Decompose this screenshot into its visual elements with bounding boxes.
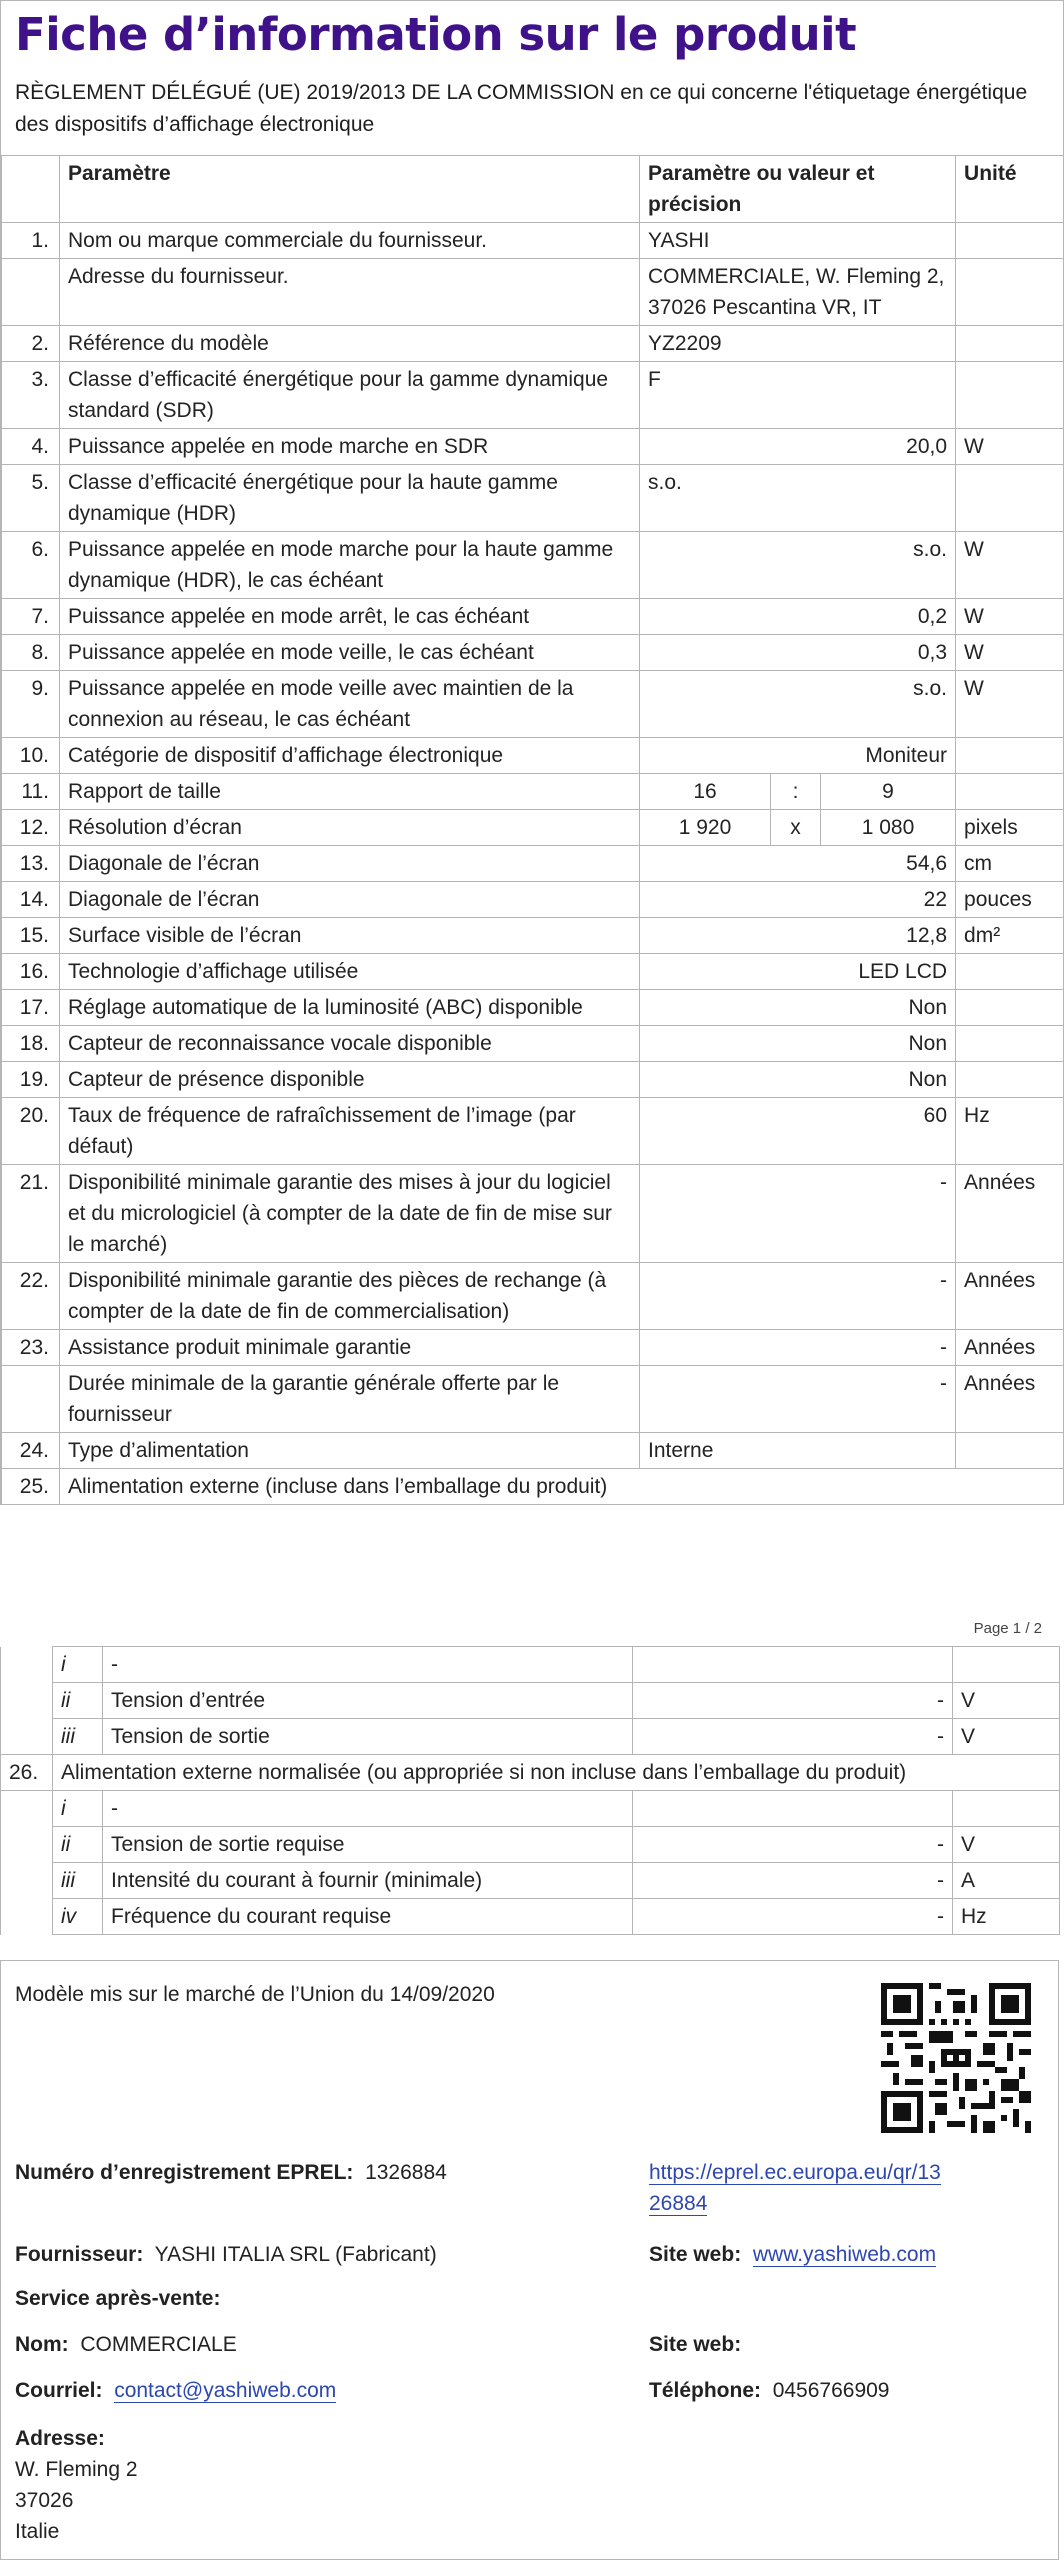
supplier-value: YASHI ITALIA SRL (Fabricant)	[154, 2243, 437, 2266]
phone-label: Téléphone:	[649, 2379, 762, 2402]
row-number	[2, 259, 60, 326]
row-parameter: Taux de fréquence de rafraîchissement de l’image (par défaut)	[60, 1098, 640, 1165]
address-line-3: Italie	[15, 2520, 60, 2543]
market-date: Modèle mis sur le marché de l’Union du 14/09/2020	[15, 1983, 495, 2006]
row-unit: V	[953, 1827, 1060, 1863]
row-unit	[956, 1433, 1064, 1469]
table-row	[2, 882, 1064, 918]
table-row	[2, 1433, 1064, 1469]
table-row	[2, 362, 1064, 429]
row-value: LED LCD	[640, 954, 956, 990]
row-unit: Hz	[956, 1098, 1064, 1165]
row-parameter: Surface visible de l’écran	[60, 918, 640, 954]
row-parameter: Type d’alimentation	[60, 1433, 640, 1469]
table-row	[2, 429, 1064, 465]
resolution-second: 1 080	[821, 810, 956, 846]
mail-row	[15, 2375, 336, 2406]
row-value: 60	[640, 1098, 956, 1165]
row-parameter: Nom ou marque commerciale du fournisseur.	[60, 223, 640, 259]
row-parameter: Tension d’entrée	[103, 1683, 633, 1719]
row-parameter: Capteur de reconnaissance vocale disponible	[60, 1026, 640, 1062]
row-parameter: Puissance appelée en mode marche en SDR	[60, 429, 640, 465]
row-value: YASHI	[640, 223, 956, 259]
indent-cell	[1, 1683, 53, 1719]
row-number: 12.	[2, 810, 60, 846]
address-line-2: 37026	[15, 2489, 74, 2512]
row-unit	[956, 954, 1064, 990]
table-row	[2, 465, 1064, 532]
row-value: Non	[640, 1062, 956, 1098]
site2-label: Site web:	[649, 2333, 742, 2356]
row-parameter: Adresse du fournisseur.	[60, 259, 640, 326]
table-header	[2, 156, 1064, 223]
resolution-first: 1 920	[640, 810, 771, 846]
row-value: s.o.	[640, 465, 956, 532]
row-unit	[956, 465, 1064, 532]
row-parameter: Fréquence du courant requise	[103, 1899, 633, 1935]
indent-cell	[1, 1863, 53, 1899]
table-row	[2, 810, 1064, 846]
row-parameter: Alimentation externe normalisée (ou appropriée si non incluse dans l’emballage du produit)	[53, 1755, 1060, 1791]
phone-value: 0456766909	[772, 2379, 890, 2402]
row-parameter: Rapport de taille	[60, 774, 640, 810]
row-parameter: Diagonale de l’écran	[60, 882, 640, 918]
roman-index: iv	[53, 1899, 103, 1935]
roman-index: iii	[53, 1863, 103, 1899]
row-value: COMMERCIALE, W. Fleming 2, 37026 Pescantina VR, IT	[640, 259, 956, 326]
row-unit: W	[956, 635, 1064, 671]
row-unit: A	[953, 1863, 1060, 1899]
address-line-1: W. Fleming 2	[15, 2458, 138, 2481]
row-number: 1.	[2, 223, 60, 259]
row-number	[2, 1366, 60, 1433]
row-unit	[953, 1791, 1060, 1827]
eprel-label: Numéro d’enregistrement EPREL:	[15, 2161, 354, 2184]
mail-link[interactable]: contact@yashiweb.com	[114, 2379, 337, 2402]
indent-cell	[1, 1791, 53, 1827]
row-parameter: Classe d’efficacité énergétique pour la gamme dynamique standard (SDR)	[60, 362, 640, 429]
indent-cell	[1, 1827, 53, 1863]
row-number: 17.	[2, 990, 60, 1026]
table-row	[2, 738, 1064, 774]
row-parameter: Disponibilité minimale garantie des pièces de rechange (à compter de la date de fin de commercialisation)	[60, 1263, 640, 1330]
row-number: 9.	[2, 671, 60, 738]
row-unit	[956, 326, 1064, 362]
table-row	[2, 1098, 1064, 1165]
table-row	[2, 846, 1064, 882]
page-title: Fiche d’information sur le produit	[15, 8, 857, 61]
row-number: 24.	[2, 1433, 60, 1469]
table-row	[1, 1863, 1060, 1899]
row-value: s.o.	[640, 671, 956, 738]
product-table	[1, 155, 1064, 1505]
row-unit: Années	[956, 1165, 1064, 1263]
row-number: 23.	[2, 1330, 60, 1366]
ratio-separator: :	[771, 774, 821, 810]
row-parameter: Tension de sortie requise	[103, 1827, 633, 1863]
row-value: -	[640, 1330, 956, 1366]
row-unit	[956, 1026, 1064, 1062]
row-parameter: Classe d’efficacité énergétique pour la haute gamme dynamique (HDR)	[60, 465, 640, 532]
row-number: 11.	[2, 774, 60, 810]
row-unit: W	[956, 599, 1064, 635]
name-value: COMMERCIALE	[80, 2333, 237, 2356]
table-row	[2, 1062, 1064, 1098]
row-number: 7.	[2, 599, 60, 635]
table-row	[1, 1719, 1060, 1755]
roman-index: ii	[53, 1827, 103, 1863]
row-parameter: Tension de sortie	[103, 1719, 633, 1755]
row-value: -	[633, 1683, 953, 1719]
row-number: 2.	[2, 326, 60, 362]
row-number: 21.	[2, 1165, 60, 1263]
row-value: Non	[640, 990, 956, 1026]
row-unit: cm	[956, 846, 1064, 882]
row-value: -	[633, 1899, 953, 1935]
row-number: 3.	[2, 362, 60, 429]
row-parameter: -	[103, 1647, 633, 1683]
row-value: YZ2209	[640, 326, 956, 362]
row-number: 5.	[2, 465, 60, 532]
row-unit	[956, 223, 1064, 259]
row-parameter: Catégorie de dispositif d’affichage électronique	[60, 738, 640, 774]
table-row	[2, 1263, 1064, 1330]
resolution-separator: x	[771, 810, 821, 846]
address-label: Adresse:	[15, 2427, 105, 2450]
header-unit: Unité	[956, 156, 1064, 223]
row-unit: V	[953, 1719, 1060, 1755]
row-unit: pixels	[956, 810, 1064, 846]
table-row	[2, 1469, 1064, 1505]
row-unit: Années	[956, 1263, 1064, 1330]
row-parameter: Résolution d’écran	[60, 810, 640, 846]
name-label: Nom:	[15, 2333, 69, 2356]
row-value: -	[640, 1263, 956, 1330]
indent-cell	[1, 1899, 53, 1935]
table-row	[2, 326, 1064, 362]
row-number: 20.	[2, 1098, 60, 1165]
row-parameter: -	[103, 1791, 633, 1827]
table-row	[1, 1791, 1060, 1827]
service-name-row	[15, 2329, 237, 2360]
row-unit: Années	[956, 1366, 1064, 1433]
row-unit: W	[956, 532, 1064, 599]
roman-index: i	[53, 1791, 103, 1827]
table-row	[2, 635, 1064, 671]
phone-row	[649, 2375, 889, 2406]
row-parameter: Puissance appelée en mode veille, le cas échéant	[60, 635, 640, 671]
table-row	[2, 954, 1064, 990]
row-value: 12,8	[640, 918, 956, 954]
table-row	[2, 1330, 1064, 1366]
ratio-second: 9	[821, 774, 956, 810]
row-value: -	[633, 1719, 953, 1755]
row-value: 0,2	[640, 599, 956, 635]
service-site-row	[649, 2329, 741, 2360]
row-unit	[956, 1062, 1064, 1098]
row-parameter: Référence du modèle	[60, 326, 640, 362]
row-parameter: Puissance appelée en mode marche pour la haute gamme dynamique (HDR), le cas échéant	[60, 532, 640, 599]
row-parameter: Diagonale de l’écran	[60, 846, 640, 882]
eprel-row	[15, 2157, 447, 2188]
table-row	[2, 259, 1064, 326]
table-row	[1, 1647, 1060, 1683]
page-number: Page 1 / 2	[973, 1620, 1042, 1637]
row-number: 19.	[2, 1062, 60, 1098]
row-value: -	[640, 1165, 956, 1263]
table-row	[2, 599, 1064, 635]
row-unit: W	[956, 429, 1064, 465]
table-row	[2, 223, 1064, 259]
row-number: 15.	[2, 918, 60, 954]
row-value: 22	[640, 882, 956, 918]
site-link[interactable]: www.yashiweb.com	[752, 2243, 937, 2266]
row-value: Moniteur	[640, 738, 956, 774]
row-unit	[956, 774, 1064, 810]
indent-cell	[1, 1647, 53, 1683]
header-value: Paramètre ou valeur et précision	[640, 156, 956, 223]
table-row	[2, 671, 1064, 738]
row-parameter: Puissance appelée en mode arrêt, le cas échéant	[60, 599, 640, 635]
row-parameter: Disponibilité minimale garantie des mises à jour du logiciel et du micrologiciel (à compter de la date de fin de mise sur le marché)	[60, 1165, 640, 1263]
site-row	[649, 2239, 936, 2270]
row-number: 16.	[2, 954, 60, 990]
ratio-first: 16	[640, 774, 771, 810]
table-row	[2, 990, 1064, 1026]
row-value: Non	[640, 1026, 956, 1062]
row-value: 20,0	[640, 429, 956, 465]
roman-index: i	[53, 1647, 103, 1683]
qr-code-icon	[881, 1983, 1031, 2133]
row-value: 0,3	[640, 635, 956, 671]
row-unit	[956, 990, 1064, 1026]
supplier-row	[15, 2239, 437, 2270]
row-value: F	[640, 362, 956, 429]
mail-label: Courriel:	[15, 2379, 103, 2402]
row-parameter: Réglage automatique de la luminosité (ABC) disponible	[60, 990, 640, 1026]
row-number: 18.	[2, 1026, 60, 1062]
row-value	[633, 1647, 953, 1683]
row-parameter: Capteur de présence disponible	[60, 1062, 640, 1098]
indent-cell	[1, 1719, 53, 1755]
table-row	[1, 1827, 1060, 1863]
table-row	[2, 774, 1064, 810]
roman-index: iii	[53, 1719, 103, 1755]
roman-index: ii	[53, 1683, 103, 1719]
eprel-link-cont[interactable]: 26884	[649, 2192, 708, 2215]
row-number: 26.	[1, 1755, 53, 1791]
row-unit: dm²	[956, 918, 1064, 954]
row-unit: V	[953, 1683, 1060, 1719]
row-unit: Années	[956, 1330, 1064, 1366]
eprel-link-block	[649, 2157, 941, 2219]
table-row	[2, 1366, 1064, 1433]
table-row	[2, 532, 1064, 599]
eprel-value: 1326884	[365, 2161, 447, 2184]
row-unit	[956, 738, 1064, 774]
row-value	[633, 1791, 953, 1827]
row-parameter: Durée minimale de la garantie générale offerte par le fournisseur	[60, 1366, 640, 1433]
row-value: Interne	[640, 1433, 956, 1469]
row-unit	[956, 259, 1064, 326]
row-unit	[953, 1647, 1060, 1683]
row-parameter: Puissance appelée en mode veille avec maintien de la connexion au réseau, le cas échéant	[60, 671, 640, 738]
row-value: s.o.	[640, 532, 956, 599]
row-parameter: Alimentation externe (incluse dans l’emballage du produit)	[60, 1469, 1064, 1505]
service-heading: Service après-vente:	[15, 2287, 221, 2310]
table-row	[1, 1683, 1060, 1719]
table-row	[2, 1026, 1064, 1062]
address-block	[15, 2423, 138, 2547]
row-unit: pouces	[956, 882, 1064, 918]
table-row	[2, 1165, 1064, 1263]
header-param: Paramètre	[60, 156, 640, 223]
row-number: 8.	[2, 635, 60, 671]
row-parameter: Technologie d’affichage utilisée	[60, 954, 640, 990]
row-number: 4.	[2, 429, 60, 465]
row-value: 54,6	[640, 846, 956, 882]
row-number: 22.	[2, 1263, 60, 1330]
table-row	[1, 1899, 1060, 1935]
row-value: -	[640, 1366, 956, 1433]
row-unit	[956, 362, 1064, 429]
row-number: 6.	[2, 532, 60, 599]
table-row	[1, 1755, 1060, 1791]
row-unit: W	[956, 671, 1064, 738]
regulation-text: RÈGLEMENT DÉLÉGUÉ (UE) 2019/2013 DE LA COMMISSION en ce qui concerne l'étiquetage énergétique des dispositifs d’affichage électronique	[15, 81, 1028, 136]
info-box	[0, 1960, 1059, 2560]
power-supply-table	[0, 1646, 1060, 1935]
supplier-label: Fournisseur:	[15, 2243, 144, 2266]
row-number: 10.	[2, 738, 60, 774]
row-number: 25.	[2, 1469, 60, 1505]
table-row	[2, 918, 1064, 954]
row-parameter: Intensité du courant à fournir (minimale)	[103, 1863, 633, 1899]
row-number: 13.	[2, 846, 60, 882]
row-unit: Hz	[953, 1899, 1060, 1935]
eprel-link[interactable]: https://eprel.ec.europa.eu/qr/13	[649, 2161, 941, 2184]
row-value: -	[633, 1827, 953, 1863]
site-label: Site web:	[649, 2243, 742, 2266]
row-value: -	[633, 1863, 953, 1899]
row-parameter: Assistance produit minimale garantie	[60, 1330, 640, 1366]
row-number: 14.	[2, 882, 60, 918]
